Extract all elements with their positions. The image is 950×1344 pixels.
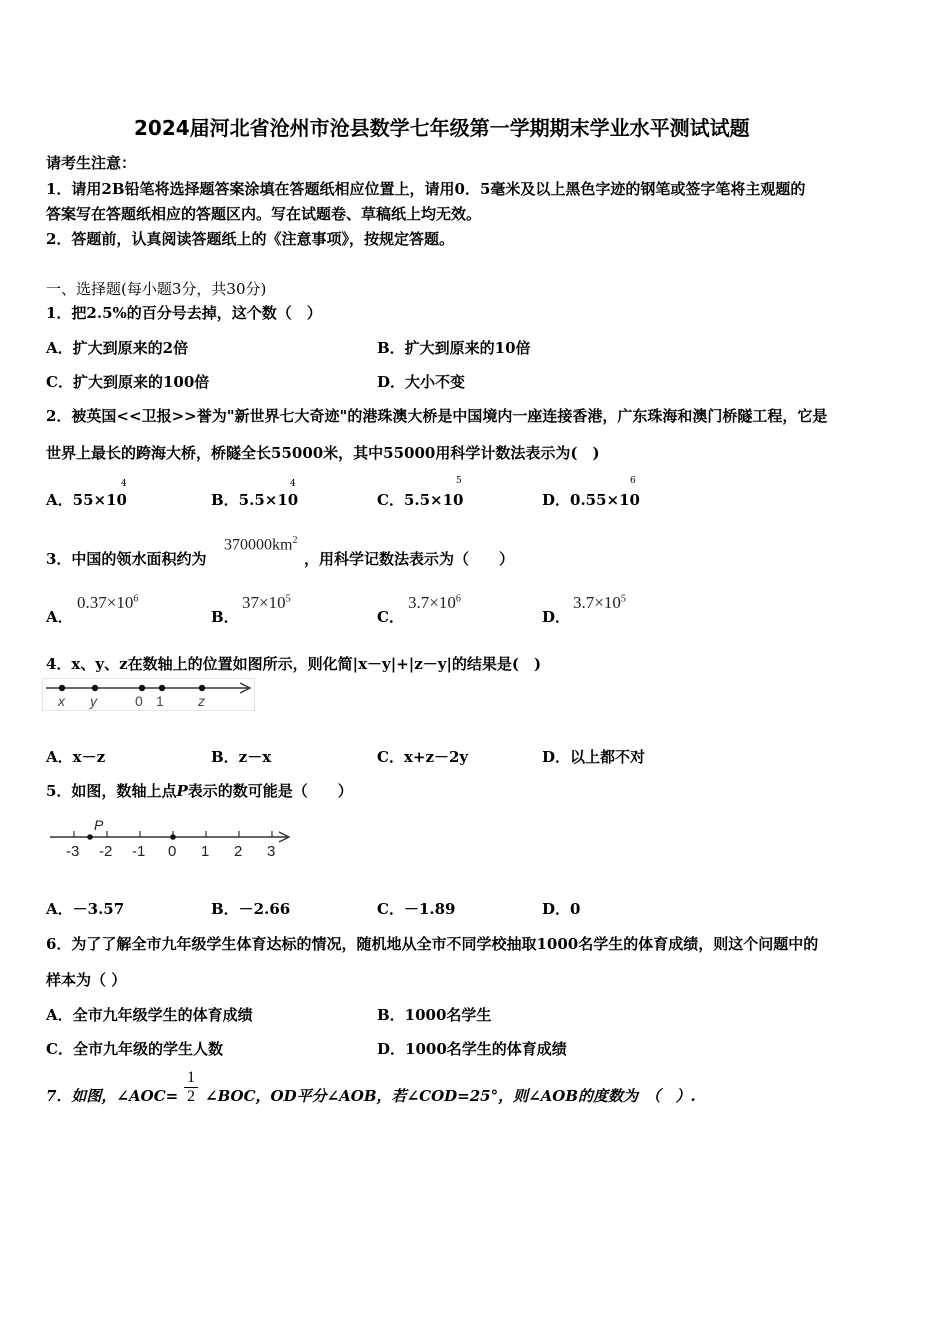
- question-2-option-c-exponent: 5: [456, 476, 462, 486]
- question-3-option-a-letter[interactable]: A．: [46, 608, 73, 626]
- notice-item-1-line-2: 答案写在答题纸相应的答题区内。写在试题卷、草稿纸上均无效。: [46, 205, 482, 223]
- question-3-option-d-base: 3.7: [573, 593, 595, 612]
- question-6-option-d[interactable]: D．1000名学生的体育成绩: [377, 1040, 567, 1058]
- question-2-option-c-label: C．5.5×10: [377, 491, 464, 509]
- question-3-option-c-exponent: 6: [455, 593, 461, 605]
- label-y: y: [90, 693, 97, 709]
- question-6-option-b[interactable]: B．1000名学生: [377, 1006, 492, 1024]
- question-5-stem-after: 表示的数可能是（ ）: [187, 782, 353, 800]
- point-x: [59, 685, 65, 691]
- question-5-stem-variable: P: [176, 782, 188, 800]
- question-3-option-b-exponent: 5: [285, 593, 291, 605]
- question-4-option-a[interactable]: A．x－z: [46, 748, 106, 766]
- notice-heading: 请考生注意：: [46, 154, 137, 172]
- question-2-option-b-exponent: 4: [290, 479, 296, 489]
- question-3-option-a-base: 0.37: [77, 593, 107, 612]
- page-title: 2024届河北省沧州市沧县数学七年级第一学期期末学业水平测试试题: [134, 116, 750, 140]
- question-3-option-c-base: 3.7: [408, 593, 430, 612]
- question-2-option-d[interactable]: [542, 489, 640, 510]
- question-2-option-d-exponent: 6: [630, 476, 636, 486]
- point-p: [87, 834, 93, 840]
- question-3-option-b-expression[interactable]: $37\times 10^5$: [242, 593, 291, 612]
- question-2-option-a[interactable]: [46, 489, 127, 510]
- question-3-area: [224, 535, 297, 554]
- notice-item-2: 2．答题前，认真阅读答题纸上的《注意事项》，按规定答题。: [46, 230, 454, 248]
- question-6-stem-line-1: 6．为了了解全市九年级学生体育达标的情况，随机地从全市不同学校抽取1000名学生的体育成绩，则这个问题中的: [46, 935, 819, 953]
- question-1-option-c[interactable]: C．扩大到原来的100倍: [46, 373, 210, 391]
- question-6-stem-line-2: 样本为（ ）: [46, 971, 127, 989]
- question-5-option-d[interactable]: D．0: [542, 900, 581, 918]
- question-2-stem-line-1: 2．被英国<<卫报>>誉为"新世界七大奇迹"的港珠澳大桥是中国境内一座连接香港，广东珠海和澳门桥隧工程，它是: [46, 407, 828, 425]
- question-5-option-b[interactable]: B．－2.66: [211, 900, 291, 918]
- tick-label-0: 0: [168, 843, 177, 860]
- notice-item-1-line-1: 1．请用2B铅笔将选择题答案涂填在答题纸相应位置上，请用0．5毫米及以上黑色字迹的钢笔或签字笔将主观题的: [46, 180, 806, 198]
- question-2-option-d-label: D．0.55×10: [542, 491, 640, 509]
- question-3-stem-before: 3．中国的领水面积约为: [46, 550, 207, 568]
- question-7-fraction: [184, 1069, 198, 1106]
- question-5-stem: [46, 780, 353, 801]
- label-p: P: [94, 817, 104, 833]
- label-x: x: [58, 693, 65, 709]
- tick-label-minus-1: -1: [132, 843, 146, 860]
- question-5-option-c[interactable]: C．－1.89: [377, 900, 456, 918]
- point-0: [139, 685, 145, 691]
- section-heading: 一、选择题(每小题3分，共30分): [46, 280, 267, 298]
- question-2-option-a-label: A．55×10: [46, 491, 127, 509]
- question-3-option-c-letter[interactable]: C．: [377, 608, 404, 626]
- question-3-area-value: 370000km: [224, 536, 293, 554]
- question-7-suffix: ∠BOC，OD平分∠AOB，若∠COD=25°，则∠AOB的度数为 （ ）.: [205, 1087, 696, 1105]
- question-2-option-c[interactable]: [377, 489, 463, 510]
- point-origin: [170, 834, 176, 840]
- question-3-option-a-expression[interactable]: $0.37\times 10^6$: [77, 593, 139, 612]
- question-2-option-b[interactable]: [211, 489, 298, 510]
- figure-border: [43, 679, 255, 711]
- question-3-option-d-expression[interactable]: $3.7\times 10^5$: [573, 593, 626, 612]
- question-5-number-line-figure: [44, 814, 294, 862]
- question-3-option-d-exponent: 5: [620, 593, 626, 605]
- question-3-option-b-letter[interactable]: B．: [211, 608, 239, 626]
- tick-label-minus-2: -2: [99, 843, 113, 860]
- question-3-option-c-expression[interactable]: $3.7\times 10^6$: [408, 593, 461, 612]
- question-3-option-b-base: 37: [242, 593, 259, 612]
- question-7-prefix: 7．如图，∠AOC=: [46, 1087, 179, 1105]
- point-z: [199, 685, 205, 691]
- question-3-stem-after: ，用科学记数法表示为（ ）: [304, 550, 515, 568]
- tick-label-minus-3: -3: [66, 843, 80, 860]
- label-0: 0: [135, 693, 143, 709]
- question-3-option-a-exponent: 6: [133, 593, 139, 605]
- question-1-option-a[interactable]: A．扩大到原来的2倍: [46, 339, 189, 357]
- question-4-option-b[interactable]: B．z－x: [211, 748, 272, 766]
- point-1: [159, 685, 165, 691]
- question-6-option-a[interactable]: A．全市九年级学生的体育成绩: [46, 1006, 253, 1024]
- question-6-option-c[interactable]: C．全市九年级的学生人数: [46, 1040, 223, 1058]
- question-4-option-d[interactable]: D．以上都不对: [542, 748, 646, 766]
- question-4-stem: 4．x、y、z在数轴上的位置如图所示，则化简|x－y|+|z－y|的结果是( ): [46, 655, 542, 673]
- question-4-number-line-figure: [42, 678, 256, 712]
- tick-label-1: 1: [201, 843, 210, 860]
- question-2-option-b-label: B．5.5×10: [211, 491, 299, 509]
- question-1-option-b[interactable]: B．扩大到原来的10倍: [377, 339, 531, 357]
- point-y: [92, 685, 98, 691]
- question-3-area-exponent: 2: [292, 535, 298, 546]
- question-1-stem: 1．把2.5%的百分号去掉，这个数（ ）: [46, 304, 322, 322]
- question-3-option-d-letter[interactable]: D．: [542, 608, 571, 626]
- question-2-stem-line-2: 世界上最长的跨海大桥，桥隧全长55000米，其中55000用科学计数法表示为( ): [46, 444, 600, 462]
- question-1-option-d[interactable]: D．大小不变: [377, 373, 466, 391]
- question-4-option-c[interactable]: C．x+z－2y: [377, 748, 469, 766]
- question-5-stem-before: 5．如图，数轴上点: [46, 782, 177, 800]
- question-2-option-a-exponent: 4: [121, 479, 127, 489]
- tick-label-3: 3: [267, 843, 276, 860]
- tick-label-2: 2: [234, 843, 243, 860]
- label-z: z: [198, 693, 205, 709]
- question-7-fraction-denominator: 2: [184, 1087, 198, 1106]
- question-7-fraction-numerator: 1: [187, 1069, 195, 1086]
- label-1: 1: [156, 693, 164, 709]
- question-5-option-a[interactable]: A．－3.57: [46, 900, 125, 918]
